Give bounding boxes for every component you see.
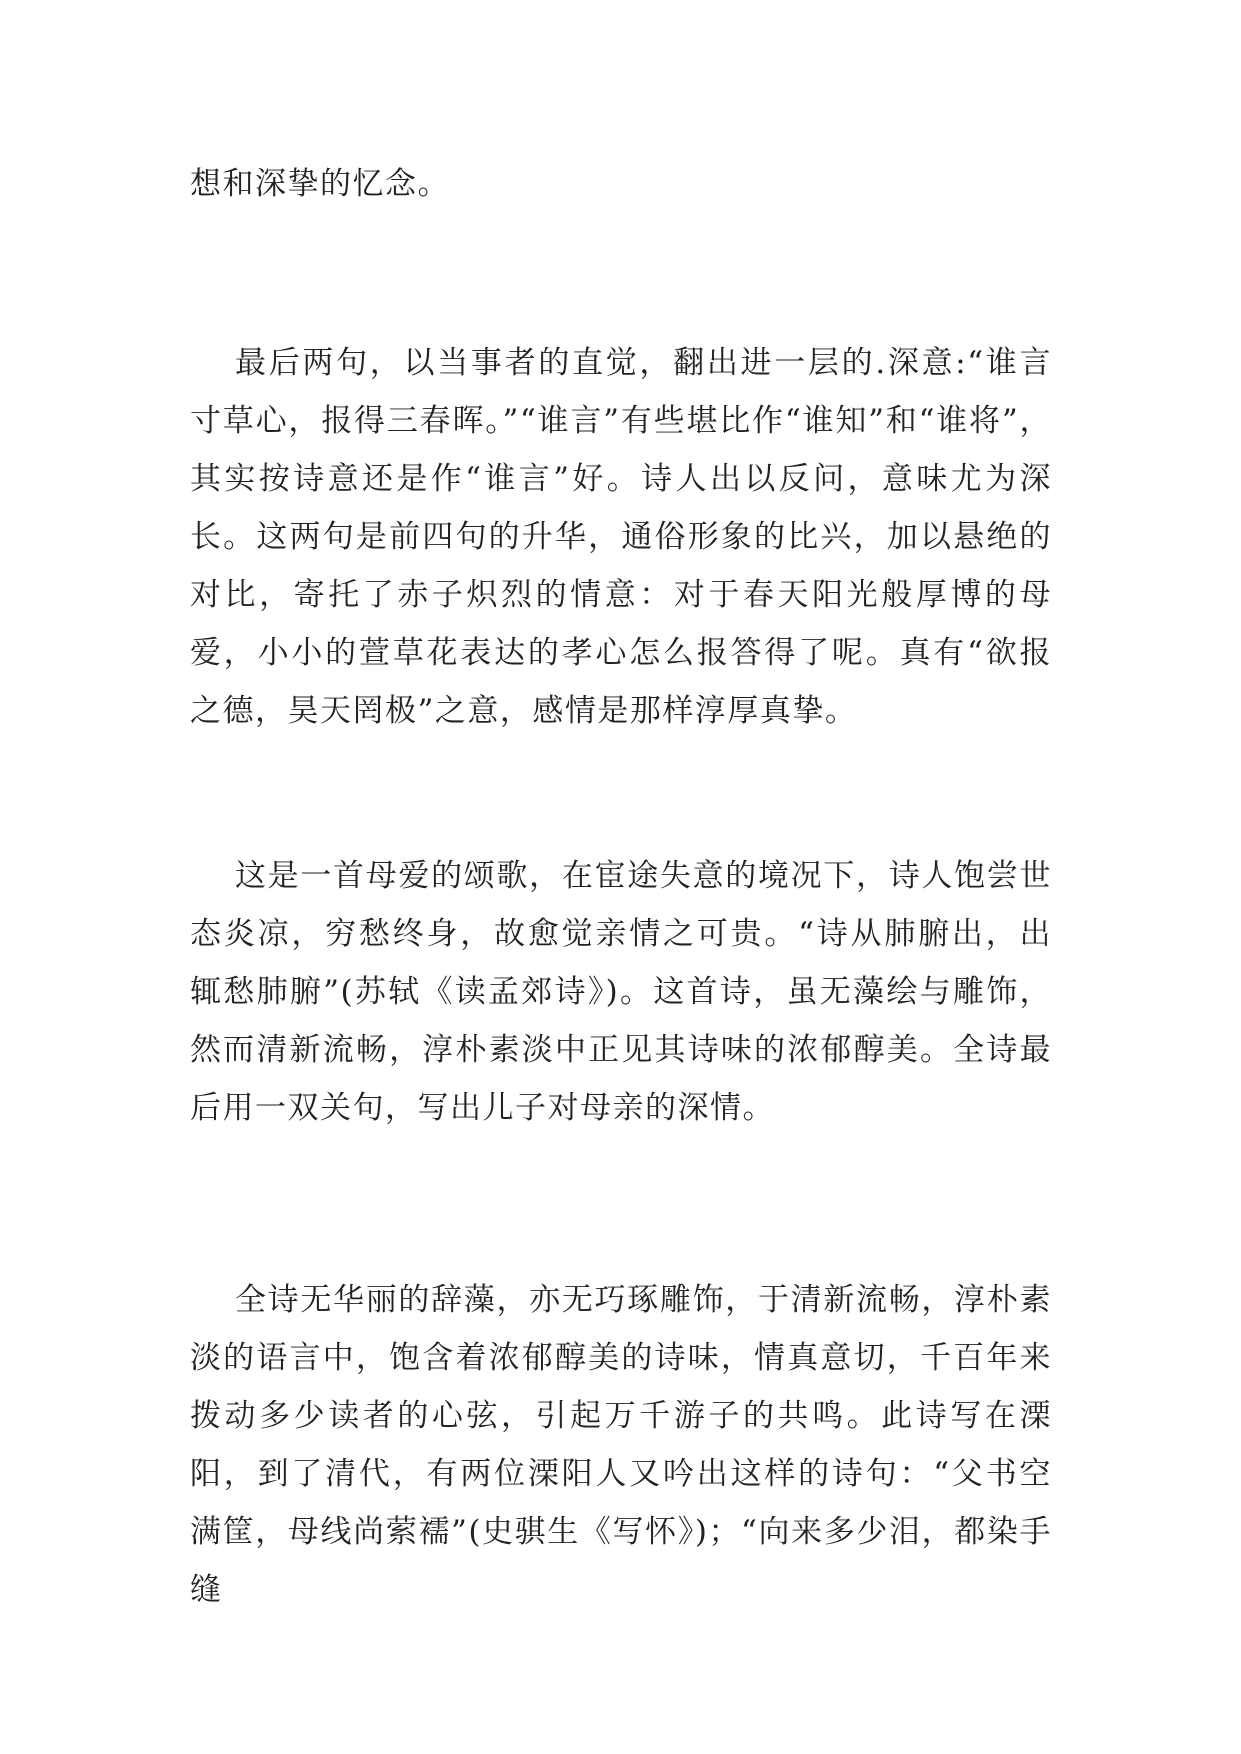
paragraph-continuation: 想和深挚的忆念。 — [190, 166, 450, 202]
paragraph-last-two-lines: 最后两句，以当事者的直觉，翻出进一层的.深意:“谁言寸草心，报得三春晖。”“谁言”有些堪比作“谁知”和“谁将”，其实按诗意还是作“谁言”好。诗人出以反问，意味尤为深长。这两句是前四句的升华，通俗形象的比兴，加以悬绝的对比，寄托了赤子炽烈的情意：对于春天阳光般厚博的母爱，小小的萱草花表达的孝心怎么报答得了呢。真有“欲报之德，昊天罔极”之意，感情是那样淳厚真挚。 — [190, 345, 1052, 729]
paragraph-language-style: 全诗无华丽的辞藻，亦无巧琢雕饰，于清新流畅，淳朴素淡的语言中，饱含着浓郁醇美的诗味，情真意切，千百年来拨动多少读者的心弦，引起万千游子的共鸣。此诗写在溧阳，到了清代，有两位溧阳人又吟出这样的诗句：“父书空满筐，母线尚萦襦”(史骐生《写怀》)；“向来多少泪，都染手缝 — [190, 1282, 1052, 1608]
paragraph-ode-to-mother: 这是一首母爱的颂歌，在宦途失意的境况下，诗人饱尝世态炎凉，穷愁终身，故愈觉亲情之可贵。“诗从肺腑出，出辄愁肺腑”(苏轼《读孟郊诗》)。这首诗，虽无藻绘与雕饰，然而清新流畅，淳朴素淡中正见其诗味的浓郁醇美。全诗最后用一双关句，写出儿子对母亲的深情。 — [190, 858, 1052, 1126]
